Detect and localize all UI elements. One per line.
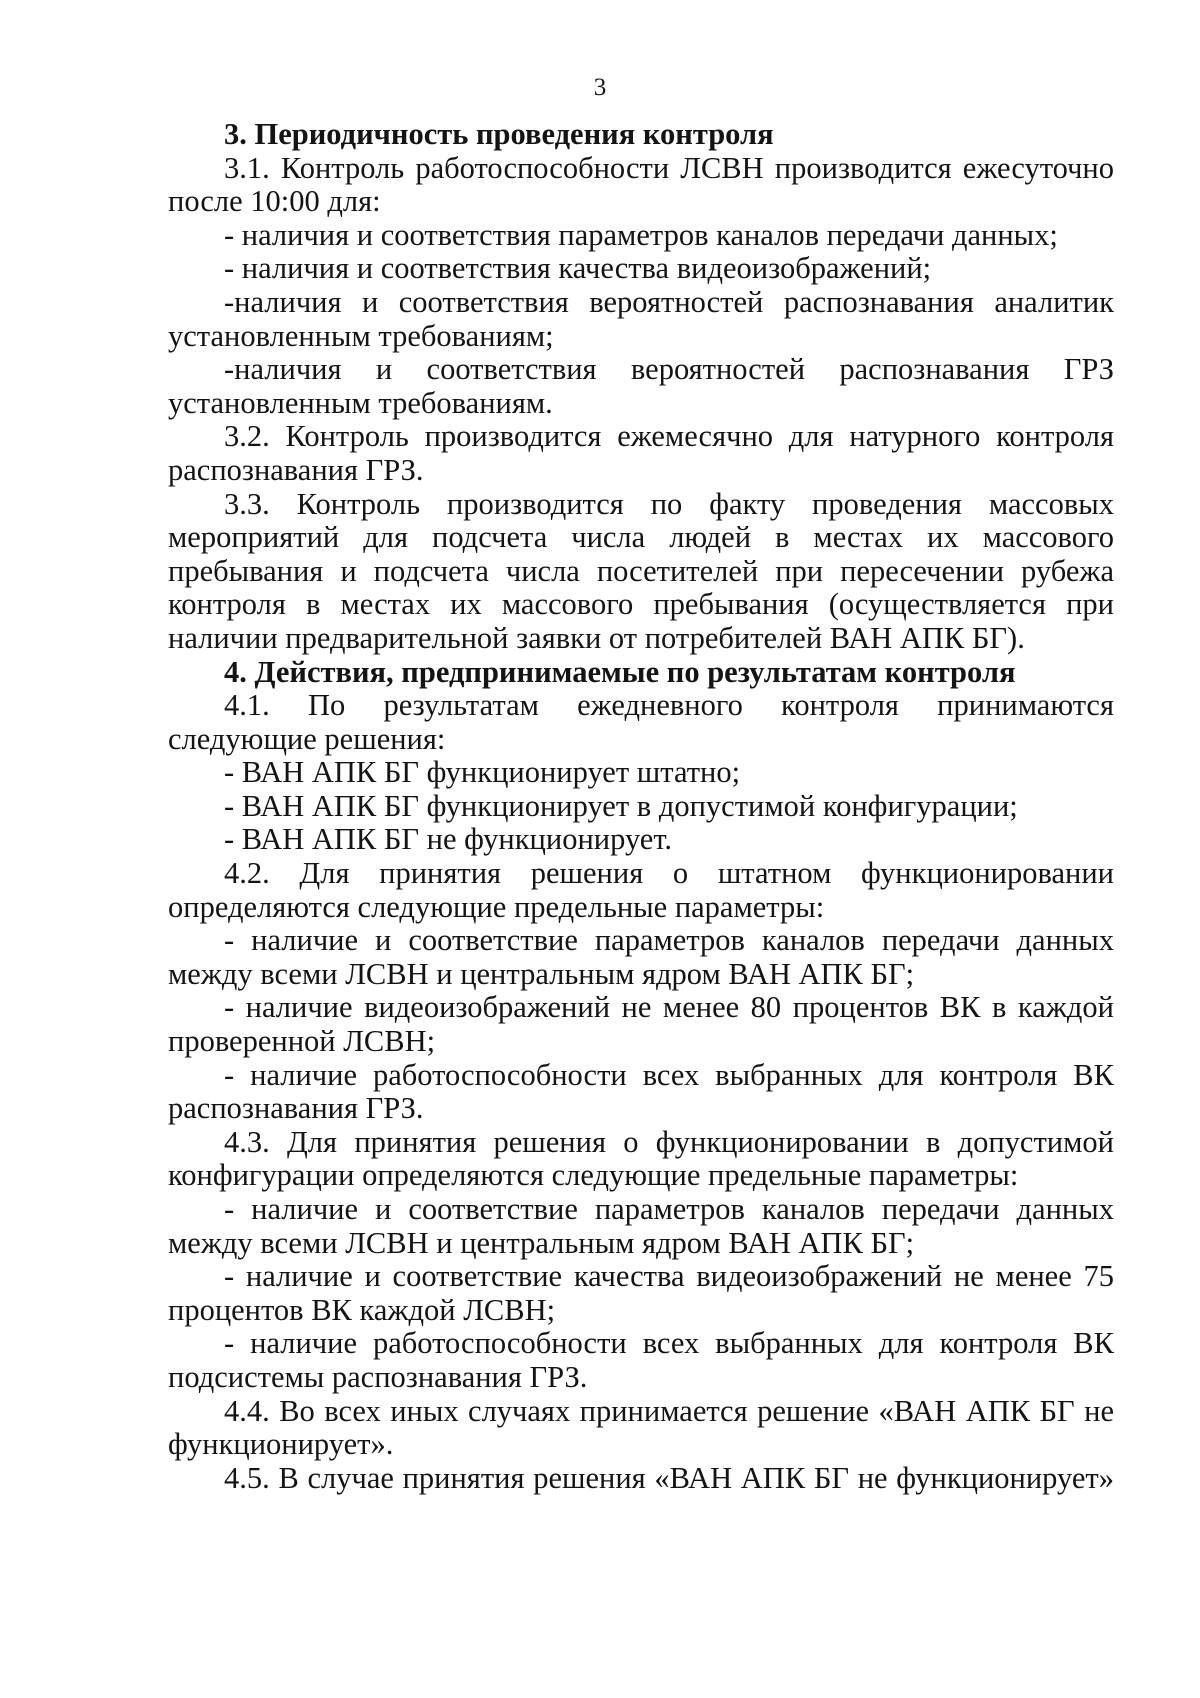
list-item: - наличие и соответствие параметров каналов передачи данных между всеми ЛСВН и центральным ядром ВАН АПК БГ; [168,923,1114,991]
list-item: - ВАН АПК БГ функционирует штатно; [224,755,741,790]
paragraph-4-2: 4.2. Для принятия решения о штатном функционировании определяются следующие предельные параметры: [168,856,1114,924]
list-item: - наличие и соответствие качества видеоизображений не менее 75 процентов ВК каждой ЛСВН; [168,1259,1114,1327]
paragraph-4-3: 4.3. Для принятия решения о функционировании в допустимой конфигурации определяются следующие предельные параметры: [168,1124,1114,1193]
list-item: - наличия и соответствия качества видеоизображений; [224,251,932,286]
list-item: - наличие и соответствие параметров каналов передачи данных между всеми ЛСВН и центральным ядром ВАН АПК БГ; [168,1192,1114,1260]
document-body [168,118,1114,1495]
paragraph-4-4: 4.4. Во всех иных случаях принимается решение «ВАН АПК БГ не функционирует». [168,1393,1114,1462]
paragraph-3-3: 3.3. Контроль производится по факту проведения массовых мероприятий для подсчета числа людей в местах их массового пребывания и подсчета числа посетителей при пересечении рубежа контроля в местах их массового пребывания (осуществляется при наличии предварительной заявки от потребителей ВАН АПК БГ). [168,486,1114,655]
section-3-heading: 3. Периодичность проведения контроля [224,117,774,151]
list-item: - наличия и соответствия параметров каналов передачи данных; [224,217,1058,252]
paragraph-3-1: 3.1. Контроль работоспособности ЛСВН производится ежесуточно после 10:00 для: [168,150,1114,219]
paragraph-3-2: 3.2. Контроль производится ежемесячно для натурного контроля распознавания ГРЗ. [168,419,1114,487]
list-item: - наличие работоспособности всех выбранных для контроля ВК подсистемы распознавания ГРЗ. [168,1326,1114,1394]
list-item: -наличия и соответствия вероятностей распознавания ГРЗ установленным требованиям. [168,352,1114,420]
list-item: - наличие работоспособности всех выбранных для контроля ВК распознавания ГРЗ. [168,1057,1114,1126]
list-item: - наличие видеоизображений не менее 80 процентов ВК в каждой проверенной ЛСВН; [168,990,1114,1059]
list-item: -наличия и соответствия вероятностей распознавания аналитик установленным требованиям; [168,284,1114,353]
paragraph-4-1: 4.1. По результатам ежедневного контроля принимаются следующие решения: [168,688,1114,756]
list-item: - ВАН АПК БГ не функционирует. [224,822,672,857]
paragraph-4-5: 4.5. В случае принятия решения «ВАН АПК БГ не функционирует» [224,1460,1114,1495]
list-item: - ВАН АПК БГ функционирует в допустимой конфигурации; [224,788,1018,823]
page-number: 3 [593,74,607,101]
section-4-heading: 4. Действия, предпринимаемые по результатам контроля [224,654,1016,689]
